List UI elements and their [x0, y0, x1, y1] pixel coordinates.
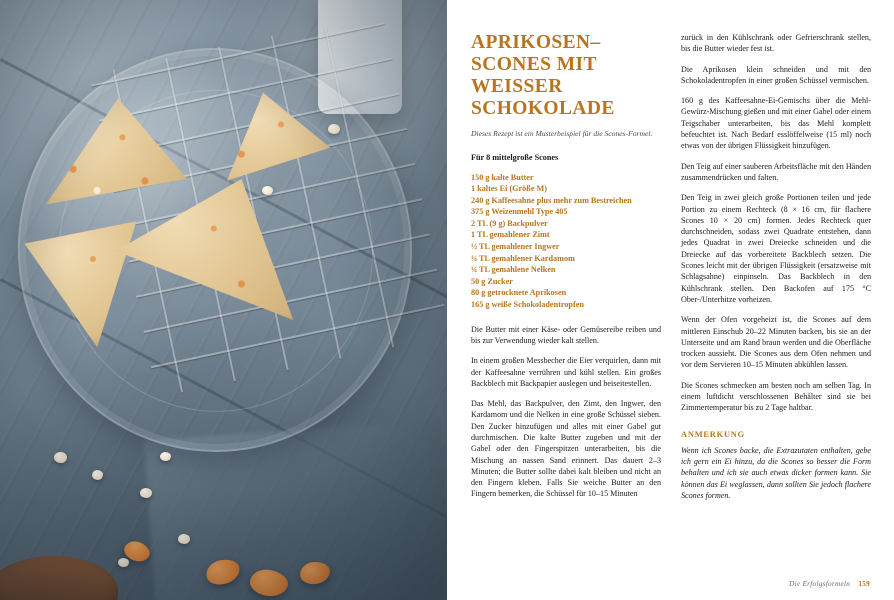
- instruction-paragraph: In einem großen Messbecher die Eier verquirlen, dann mit der Kaffeesahne verrühren und kühl stellen. Ein großes Backblech mit Backpapier auslegen und beiseitestellen.: [471, 356, 661, 388]
- instruction-paragraph: Die Aprikosen klein schneiden und mit den Schokoladentropfen in einer großen Schüssel vermischen.: [681, 64, 871, 85]
- ingredient-item: 150 g kalte Butter: [471, 172, 534, 182]
- ingredient-list: [471, 172, 661, 311]
- column-left: [471, 32, 661, 562]
- instruction-paragraph: Den Teig in zwei gleich große Portionen teilen und jede Portion zu einem Rechteck (8 × 16 cm, für flachere Scones 10 × 20 cm) formen. Jedes Rechteck quer durchschneiden, sodass zwei Quadrate entstehen, dann jedes Quadrat in zwei Dreiecke schneiden und die Dreiecke auf das vorbereitete Backblech setzen. Die Scones leicht mit der übrigen Flüssigkeit (ersatzweise mit Schlagsahne) einpinseln. Das Backblech in den Kühlschrank stellen. Den Backofen auf 175 °C Ober-/Unterhitze vorheizen.: [681, 193, 871, 304]
- title-line-1: APRIKOSEN–: [471, 32, 601, 53]
- title-line-2: SCONES MIT: [471, 54, 597, 75]
- ingredient-item: ¼ TL gemahlene Nelken: [471, 265, 556, 275]
- instruction-paragraph: zurück in den Kühlschrank oder Gefrierschrank stellen, bis die Butter wieder fest ist.: [681, 33, 871, 54]
- ingredient-item: 1 kaltes Ei (Größe M): [471, 184, 547, 194]
- recipe-yield: Für 8 mittelgroße Scones: [471, 152, 559, 162]
- instruction-paragraph: 160 g des Kaffeesahne-Ei-Gemischs über die Mehl-Gewürz-Mischung gießen und mit einer Gabel oder einem Teigschaber unterarbeiten, bis das Mehl komplett befeuchtet ist. Nach Bedarf esslöffelweise (15 ml) noch etwas von der übrigen Flüssigkeit hinzufügen.: [681, 96, 871, 151]
- ingredient-item: 50 g Zucker: [471, 276, 513, 286]
- instruction-paragraph: Die Scones schmecken am besten noch am selben Tag. In einem luftdicht verschlossenen Behälter sind sie bei Zimmertemperatur bis zu 2 Tage haltbar.: [681, 380, 871, 413]
- ingredient-item: 375 g Weizenmehl Type 405: [471, 207, 568, 217]
- instruction-paragraph: Die Butter mit einer Käse- oder Gemüsereibe reiben und bis zur Verwendung wieder kalt stellen.: [471, 324, 661, 345]
- page-footer: [789, 580, 870, 588]
- title-line-3: WEISSER: [471, 76, 563, 97]
- recipe-title: [471, 32, 661, 120]
- instruction-paragraph: Das Mehl, das Backpulver, den Zimt, den Ingwer, den Kardamom und die Nelken in eine große Schüssel sieben. Den Zucker hinzufügen und alles mit einer Gabel gut durchmischen. Die kalte Butter zugeben und mit der Gabel oder den Fingerspitzen unterarbeiten, bis die Mischung an nassen Sand erinnert. Das dauert 2–3 Minuten; die Butter sollte dabei kalt bleiben und nicht an den Fingern kleben. Falls Sie weiche Butter an den Fingern bemerken, die Schüssel für 10–15 Minuten: [471, 399, 661, 499]
- note-heading: ANMERKUNG: [681, 429, 745, 439]
- text-columns: [471, 32, 871, 562]
- ingredient-item: 240 g Kaffeesahne plus mehr zum Bestreichen: [471, 195, 632, 205]
- ingredient-item: 2 TL (9 g) Backpulver: [471, 218, 548, 228]
- ingredient-item: 80 g getrocknete Aprikosen: [471, 288, 567, 298]
- footer-chapter: Die Erfolgsformeln: [789, 580, 851, 588]
- ingredient-item: ¼ TL gemahlener Kardamom: [471, 253, 575, 263]
- instruction-paragraph: Wenn der Ofen vorgeheizt ist, die Scones auf dem mittleren Einschub 20–22 Minuten backen, bis sie an der Unterseite und am Rand braun werden und die Oberfläche trocken aussieht. Die Scones aus dem Ofen nehmen und vor dem Servieren 10–15 Minuten abkühlen lassen.: [681, 315, 871, 370]
- column-right: [681, 32, 871, 562]
- ingredient-item: ½ TL gemahlener Ingwer: [471, 242, 560, 252]
- page-number: 159: [858, 580, 870, 588]
- ingredient-item: 1 TL gemahlener Zimt: [471, 230, 550, 240]
- note-text: Wenn ich Scones backe, die Extrazutaten enthalten, gebe ich gern ein Ei hinzu, da die Scones so besser die Form behalten und ich sie auch etwas dicker formen kann. Sie können das Ei weglassen, dann sollten Sie jedoch flachere Scones formen.: [681, 445, 871, 500]
- ingredient-item: 165 g weiße Schokoladentropfen: [471, 300, 584, 310]
- recipe-subtitle: Dieses Rezept ist ein Musterbeispiel für die Scones-Formel.: [471, 129, 653, 138]
- recipe-text-page: [447, 0, 894, 600]
- title-line-4: SCHOKOLADE: [471, 98, 615, 119]
- instruction-paragraph: Den Teig auf einer sauberen Arbeitsfläche mit den Händen zusammendrücken und falten.: [681, 161, 871, 182]
